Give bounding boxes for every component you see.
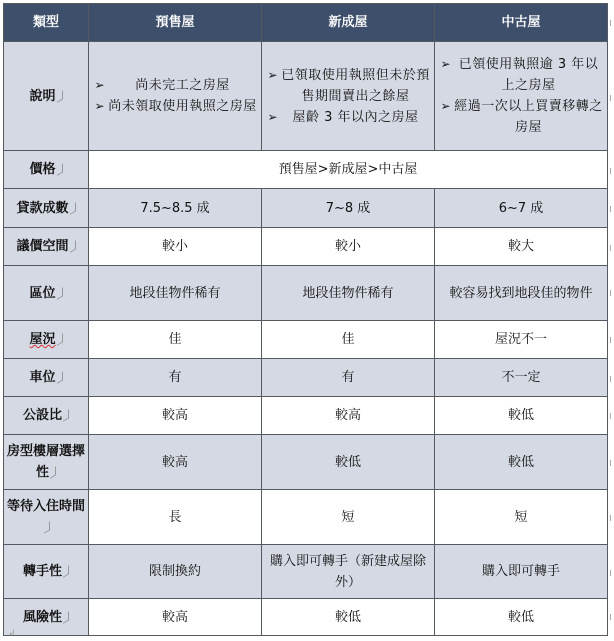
cell-presale: 限制換約 <box>89 545 262 599</box>
description-new <box>262 42 435 151</box>
cell-used: 較低 <box>435 435 608 490</box>
list-item: ➢ 尚未完工之房屋 <box>92 75 258 96</box>
list-item: ➢ 已領取使用執照但未於預售期間賣出之餘屋 <box>265 65 431 107</box>
row-end-marker <box>610 515 614 521</box>
cell-used: 較低 <box>435 599 608 636</box>
row-label-condition: 屋況 <box>4 321 89 359</box>
table-row <box>4 266 608 321</box>
cell-used: 較低 <box>435 397 608 435</box>
arrow-bullet-icon: ➢ <box>94 78 105 92</box>
cell-presale: 較小 <box>89 228 262 266</box>
cell-new: 有 <box>262 359 435 397</box>
row-end-marker <box>610 290 614 296</box>
arrow-bullet-icon: ➢ <box>94 99 105 113</box>
table-row <box>4 545 608 599</box>
row-label-wait: 等待入住時間 <box>4 490 89 545</box>
cell-used: 較大 <box>435 228 608 266</box>
table-row <box>4 359 608 397</box>
description-row <box>4 42 608 151</box>
row-label-public-ratio: 公設比 <box>4 397 89 435</box>
table-row <box>4 228 608 266</box>
cell-new: 短 <box>262 490 435 545</box>
table-row <box>4 599 608 636</box>
cell-used: 6~7 成 <box>435 189 608 228</box>
row-label-resale: 轉手性 <box>4 545 89 599</box>
row-end-marker <box>610 206 614 212</box>
cell-presale: 佳 <box>89 321 262 359</box>
row-label-risk: 風險性 <box>4 599 89 636</box>
row-end-marker <box>610 245 614 251</box>
row-label-description: 說明 <box>4 42 89 151</box>
row-end-marker <box>610 337 614 343</box>
cell-new: 地段佳物件稀有 <box>262 266 435 321</box>
cell-used: 屋況不一 <box>435 321 608 359</box>
cell-new: 購入即可轉手（新建成屋除外） <box>262 545 435 599</box>
header-type: 類型 <box>4 4 89 42</box>
list-item: ➢ 已領使用執照逾 3 年以上之房屋 <box>438 54 604 96</box>
price-order: 預售屋>新成屋>中古屋 <box>89 151 608 189</box>
cell-new: 較低 <box>262 599 435 636</box>
row-label-location: 區位 <box>4 266 89 321</box>
cell-used: 短 <box>435 490 608 545</box>
cell-presale: 7.5~8.5 成 <box>89 189 262 228</box>
header-presale: 預售屋 <box>89 4 262 42</box>
row-label-loan: 貸款成數 <box>4 189 89 228</box>
table-row <box>4 435 608 490</box>
paragraph-mark-icon: ↲ <box>8 629 16 639</box>
row-label-price: 價格 <box>4 151 89 189</box>
list-item: ➢ 經過一次以上買賣移轉之房屋 <box>438 96 604 138</box>
row-label-floorplan: 房型樓層選擇性 <box>4 435 89 490</box>
row-end-marker <box>610 168 614 174</box>
row-end-marker <box>610 376 614 382</box>
row-end-marker <box>610 95 614 101</box>
arrow-bullet-icon: ➢ <box>267 67 278 82</box>
cell-used: 較容易找到地段佳的物件 <box>435 266 608 321</box>
cell-presale: 較高 <box>89 599 262 636</box>
table-row <box>4 490 608 545</box>
cell-presale: 較高 <box>89 435 262 490</box>
header-new: 新成屋 <box>262 4 435 42</box>
cell-presale: 地段佳物件稀有 <box>89 266 262 321</box>
arrow-bullet-icon: ➢ <box>267 109 278 124</box>
cell-presale: 有 <box>89 359 262 397</box>
cell-new: 較小 <box>262 228 435 266</box>
row-end-marker <box>610 413 614 419</box>
row-end-marker <box>610 570 614 576</box>
table-row <box>4 189 608 228</box>
cell-used: 購入即可轉手 <box>435 545 608 599</box>
table-row <box>4 397 608 435</box>
cell-new: 較低 <box>262 435 435 490</box>
cell-new: 佳 <box>262 321 435 359</box>
description-used <box>435 42 608 151</box>
arrow-bullet-icon: ➢ <box>440 99 451 113</box>
cell-presale: 較高 <box>89 397 262 435</box>
list-item: ➢ 屋齡 3 年以內之房屋 <box>265 107 431 128</box>
header-used: 中古屋 <box>435 4 608 42</box>
arrow-bullet-icon: ➢ <box>440 57 451 71</box>
description-presale <box>89 42 262 151</box>
cell-new: 7~8 成 <box>262 189 435 228</box>
table-row <box>4 321 608 359</box>
row-end-marker <box>610 460 614 466</box>
row-label-parking: 車位 <box>4 359 89 397</box>
header-row <box>4 4 608 42</box>
cell-presale: 長 <box>89 490 262 545</box>
cell-new: 較高 <box>262 397 435 435</box>
cell-used: 不一定 <box>435 359 608 397</box>
row-end-marker <box>610 614 614 620</box>
row-label-bargain: 議價空間 <box>4 228 89 266</box>
list-item: ➢ 尚未領取使用執照之房屋 <box>92 96 258 117</box>
comparison-table <box>3 3 608 636</box>
price-row <box>4 151 608 189</box>
row-end-marker <box>610 20 614 26</box>
